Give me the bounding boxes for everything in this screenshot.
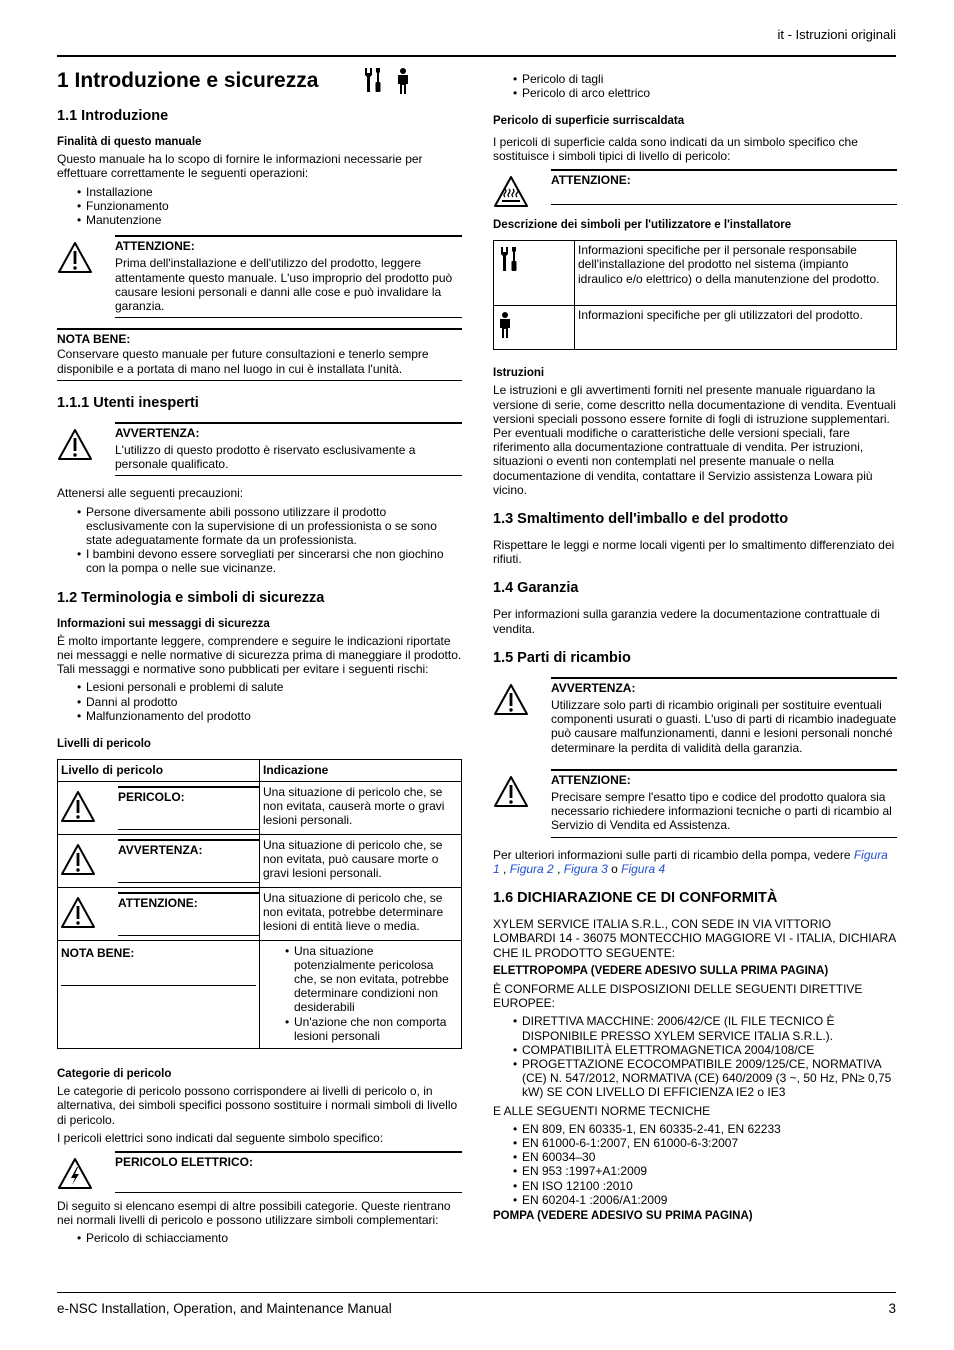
page-number: 3 (888, 1301, 896, 1316)
list-item: • EN ISO 12100 :2010 (513, 1179, 897, 1193)
header-rule (57, 55, 896, 57)
right-column (493, 72, 897, 1227)
warning-icon (60, 843, 96, 876)
section-1-3-text: Rispettare le leggi e norme locali vigenti per lo smaltimento differenziato dei rifiuti. (493, 538, 895, 567)
esempi-list-continued (513, 72, 897, 100)
warning-icon (60, 896, 96, 929)
notice-title: AVVERTENZA: (115, 425, 200, 440)
left-column (57, 68, 462, 1254)
list-item: • Installazione (77, 185, 462, 199)
nota-bene-notice (57, 328, 462, 381)
figura-2-link[interactable]: Figura 2 (509, 861, 554, 876)
section-1-1-title: 1.1 Introduzione (57, 108, 169, 124)
istruzioni-title: Istruzioni (493, 367, 545, 380)
list-item: • EN 60034–30 (513, 1150, 897, 1164)
separator: , (553, 861, 564, 876)
section-1-6-title: 1.6 DICHIARAZIONE CE DI CONFORMITÀ (493, 890, 778, 907)
ce-text-3: E ALLE SEGUENTI NORME TECNICHE (493, 1103, 711, 1118)
list-item: • Un'azione che non comporta lesioni personali (285, 1015, 458, 1043)
chapter-title (57, 68, 462, 94)
info-text: È molto importante leggere, comprendere e seguire le indicazioni riportate nei messaggi e nelle normative di sicurezza prima di maneggiare il prodotto. Tali messaggi e normative sono pubblicati per evitare i seguenti rischi: (57, 633, 462, 677)
table-row (58, 781, 462, 834)
attenzione-notice (57, 235, 462, 318)
list-item: • EN 60204-1 :2006/A1:2009 (513, 1193, 897, 1207)
istruzioni-text: Le istruzioni e gli avvertimenti forniti nel presente manuale riguardano la versione di serie, come descritto nella documentazione di vendita. Eventuali versioni speciali possono essere fornite di fogli di istruzione supplementari. Per eventuali modifiche o caratteristiche delle versioni speciali, fare riferimento alla documentazione contrattuale di vendita. Per istruzioni, situazioni o eventi non contemplati nel presente manuale o nella documentazione di vendita, contattare il Servizio assistenza Lowara più vicino. (493, 383, 896, 497)
warning-icon (493, 775, 529, 808)
tools-icon (498, 247, 518, 271)
simboli-title: Descrizione dei simboli per l'utilizzatore e l'installatore (493, 219, 792, 232)
simboli-table (493, 240, 897, 350)
list-item: • Lesioni personali e problemi di salute (77, 680, 462, 694)
separator: o (607, 861, 622, 876)
finalita-title: Finalità di questo manuale (57, 136, 202, 148)
level-description: Una situazione di pericolo che, se non evitata, può causare morte o gravi lesioni personali. (260, 834, 462, 887)
list-item: • Funzionamento (77, 199, 462, 213)
page-header: it - Istruzioni originali (777, 27, 896, 42)
level-label: ATTENZIONE: (118, 892, 259, 936)
hot-surface-icon (493, 175, 529, 208)
precauzioni-list (77, 505, 462, 576)
figura-4-link[interactable]: Figura 4 (621, 861, 666, 876)
info-title: Informazioni sui messaggi di sicurezza (57, 617, 270, 630)
notice-title: ATTENZIONE: (551, 173, 631, 188)
list-item: • EN 809, EN 60335-1, EN 60335-2-41, EN 62233 (513, 1122, 897, 1136)
list-item: • I bambini devono essere sorvegliati per sincerarsi che non giochino con la pompa o nelle sue vicinanze. (77, 547, 462, 575)
list-item: • EN 953 :1997+A1:2009 (513, 1164, 897, 1178)
notice-text: Conservare questo manuale per future consultazioni e tenerlo sempre disponibile e a portata di mano nel luogo in cui è installata l'unità. (57, 347, 429, 376)
notice-title: ATTENZIONE: (551, 772, 631, 787)
footer-rule (57, 1292, 896, 1293)
categorie-text-1: Le categorie di pericolo possono corrispondere ai livelli di pericolo o, in alternativa, dei simboli specifici possono sostituire i normali simboli di livello di pericolo. (57, 1084, 458, 1127)
list-item: • Manutenzione (77, 213, 462, 227)
attenzione-ricambi-notice (493, 769, 897, 838)
level-label: NOTA BENE: (61, 946, 256, 986)
ce-directives-list (513, 1014, 897, 1099)
warning-icon (57, 428, 93, 461)
footer-manual-title: e-NSC Installation, Operation, and Maintenance Manual (57, 1301, 392, 1316)
warning-icon (493, 683, 529, 716)
esempi-text: Di seguito si elencano esempi di altre possibili categorie. Queste rientrano nei normali livelli di pericolo e possono utilizzare simboli complementari: (57, 1198, 451, 1228)
table-header: Livello di pericolo (58, 760, 260, 781)
figura-3-link[interactable]: Figura 3 (563, 861, 608, 876)
person-icon (498, 312, 512, 338)
nota-bene-list (285, 944, 458, 1043)
precauzioni-text: Attenersi alle seguenti precauzioni: (57, 486, 244, 501)
ricambi-text (493, 848, 897, 876)
notice-text: Precisare sempre l'esatto tipo e codice del prodotto qualora sia necessario richiedere informazioni tecniche o parti di ricambio al Servizio di Vendita ed Assistenza. (551, 790, 892, 833)
electric-hazard-icon (57, 1157, 93, 1190)
table-row (494, 306, 897, 350)
table-row (58, 940, 462, 1048)
list-item: • DIRETTIVA MACCHINE: 2006/42/CE (IL FILE TECNICO È DISPONIBILE PRESSO XYLEM SERVICE ITALIA S.R.L.). (513, 1014, 897, 1042)
finalita-text: Questo manuale ha lo scopo di fornire le informazioni necessarie per effettuare correttamente le seguenti operazioni: (57, 152, 423, 181)
notice-title: NOTA BENE: (57, 332, 131, 347)
section-1-5-title: 1.5 Parti di ricambio (493, 649, 631, 666)
chapter-icons (362, 68, 410, 94)
warning-icon (60, 790, 96, 823)
separator: , (499, 861, 510, 876)
info-list (77, 680, 462, 723)
table-header: Indicazione (260, 760, 462, 781)
list-item: • PROGETTAZIONE ECOCOMPATIBILE 2009/125/CE, NORMATIVA (CE) N. 547/2012, NORMATIVA (CE) 640/2009 (3 ~, 50 Hz, PN≥ 0,75 kW) SE CON LIVELLO DI EFFICIENZA IE2 o IE3 (513, 1057, 897, 1100)
esempi-list (77, 1231, 462, 1245)
tools-icon (362, 68, 382, 92)
section-1-4-text: Per informazioni sulla garanzia vedere la documentazione contrattuale di vendita. (493, 607, 880, 636)
section-1-4-title: 1.4 Garanzia (493, 580, 579, 597)
notice-title: PERICOLO ELETTRICO: (115, 1154, 253, 1169)
list-item: • COMPATIBILITÀ ELETTROMAGNETICA 2004/108/CE (513, 1043, 897, 1057)
section-1-2-title: 1.2 Terminologia e simboli di sicurezza (57, 589, 325, 606)
person-icon (396, 68, 410, 94)
list-item: • Pericolo di tagli (513, 72, 897, 86)
list-item: • EN 61000-6-1:2007, EN 61000-6-3:2007 (513, 1136, 897, 1150)
list-item: • Persone diversamente abili possono utilizzare il prodotto esclusivamente con la supervisione di un professionista o se sono state adeguatamente formate da un professionista. (77, 505, 462, 548)
level-description: Una situazione di pericolo che, se non evitata, causerà morte o gravi lesioni personali. (260, 781, 462, 834)
pericolo-elettrico-notice (57, 1151, 462, 1193)
level-description: Una situazione di pericolo che, se non evitata, potrebbe determinare lesioni di entità lieve o media. (260, 887, 462, 940)
notice-text: Prima dell'installazione e dell'utilizzo del prodotto, leggere attentamente questo manuale. L'uso improprio del prodotto può causare lesioni personali e danni alle cose e può invalidare la garanzia. (115, 256, 453, 314)
ce-standards-list (513, 1122, 897, 1207)
list-item: • Pericolo di arco elettrico (513, 86, 897, 100)
livelli-table (57, 759, 462, 1049)
table-row (494, 241, 897, 306)
ce-text-1: XYLEM SERVICE ITALIA S.R.L., CON SEDE IN VIA VITTORIO LOMBARDI 14 - 36075 MONTECCHIO MAGGIORE VI - ITALIA, DICHIARA CHE IL PRODOTTO SEGUENTE: (493, 917, 896, 960)
ce-bold-1: ELETTROPOMPA (VEDERE ADESIVO SULLA PRIMA PAGINA) (493, 964, 829, 977)
section-1-3-title: 1.3 Smaltimento dell'imballo e del prodotto (493, 511, 789, 528)
table-row (58, 834, 462, 887)
level-label: AVVERTENZA: (118, 839, 259, 883)
notice-title: AVVERTENZA: (551, 680, 636, 695)
superficie-text: I pericoli di superficie calda sono indicati da un simbolo specifico che sostituisce i simboli tipici di livello di pericolo: (493, 134, 858, 163)
ce-bold-2: POMPA (VEDERE ADESIVO SU PRIMA PAGINA) (493, 1209, 753, 1222)
avvertenza-ricambi-notice (493, 677, 897, 759)
ricambi-text-pre: Per ulteriori informazioni sulle parti di ricambio della pompa, vedere (493, 847, 854, 862)
list-item: • Una situazione potenzialmente pericolosa che, se non evitata, potrebbe determinare condizioni non desiderabili (285, 944, 458, 1015)
notice-text: L'utilizzo di questo prodotto è riservato esclusivamente a personale qualificato. (115, 443, 416, 472)
categorie-text-2: I pericoli elettrici sono indicati dal seguente simbolo specifico: (57, 1130, 384, 1145)
chapter-title-text: 1 Introduzione e sicurezza (57, 69, 319, 92)
notice-title: ATTENZIONE: (115, 239, 195, 254)
ce-text-2: È CONFORME ALLE DISPOSIZIONI DELLE SEGUENTI DIRETTIVE EUROPEE: (493, 981, 863, 1011)
notice-text: Utilizzare solo parti di ricambio originali per sostituire eventuali componenti usurati o guasti. L'uso di parti di ricambio inadeguate può causare malfunzionamenti, danni e lesioni personali nonché determinare la perdita di validità della garanzia. (551, 698, 897, 755)
table-row (58, 887, 462, 940)
symbol-description: Informazioni specifiche per il personale responsabile dell'installazione del prodotto nel sistema (impianto idraulico e/o elettrico) o della manutenzione del prodotto. (575, 241, 897, 306)
categorie-title: Categorie di pericolo (57, 1067, 172, 1080)
warning-icon (57, 241, 93, 274)
superficie-title: Pericolo di superficie surriscaldata (493, 115, 685, 128)
finalita-list (77, 185, 462, 228)
list-item: • Pericolo di schiacciamento (77, 1231, 462, 1245)
livelli-title: Livelli di pericolo (57, 738, 151, 751)
figura-1-link[interactable]: Figura 1 (493, 847, 888, 876)
attenzione-hot-surface-notice (493, 169, 897, 208)
level-label: PERICOLO: (118, 786, 259, 830)
avvertenza-notice (57, 422, 462, 477)
symbol-description: Informazioni specifiche per gli utilizzatori del prodotto. (575, 306, 897, 350)
list-item: • Danni al prodotto (77, 695, 462, 709)
list-item: • Malfunzionamento del prodotto (77, 709, 462, 723)
section-1-1-1-title: 1.1.1 Utenti inesperti (57, 394, 199, 411)
